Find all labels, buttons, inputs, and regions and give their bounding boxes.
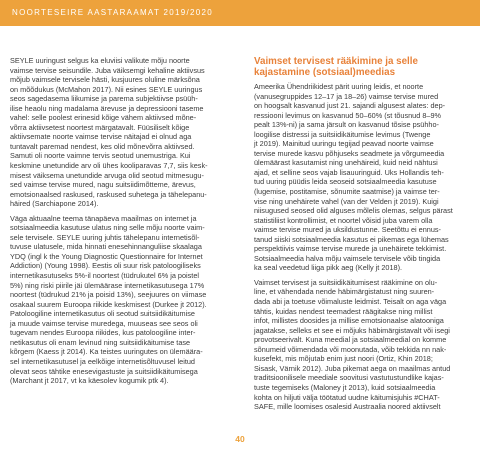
- body-paragraph: Väga aktuaalne teema tänapäeva maailmas on internet ja sotsiaalmeedia kasutuse ulatus ning selle mõju noorte vaim- sele tervisele. SEYLE uuring juhtis tähelepanu internetisõl- tuvuse ulatusele, mida hinnati enesehinnanguliise skaalaga YDQ (ingl k the Young Diagnostic Questionnaire for Internet Addiction) (Young 1998). Eestis oli suur risk patoloogiliseks internetikasutuseks 5%-il noortest (tüdrukutel 6% ja poistel 5%) ning riski piirile jäi ülemäärase internetikasutusega 17% noortest (tüdrukud 21% ja poisid 13%), seejuures on viimase osakaal suurem Euroopa riikide keskmisest (Durkee jt 2012). Patoloogiline internetikasutus oli seotud suitsiidikäitumise ja muude vaimse tervise muredega, muuseas see seos oli tugevam nendes Euroopa riikides, kus patoloogiline inter- netikasutus oli enam levinud ning suitsiidikäitumise tase kõrgem (Kaess jt 2014). Ka teistes uuringutes on ülemäära- sel internetikasutusel ja eelkõige internetisõltuvusel leitud olevat seos tähtike enesevigastuste ja suitsiidikäitumisega (Marchant jt 2017, vt ka käesolev kogumik ptk 4).: [10, 213, 207, 386]
- header-bar: [0, 0, 480, 26]
- left-column: [10, 56, 228, 391]
- body-paragraph: Vaimset tervisest ja suitsiidikäitumisest rääkimine on olu- line, et vähendada nende häbimärgistatust ning suuren- dada abi ja toetuse võimaluste leidmist. Teisalt on aga väga tähtis, kuidas nendest teemadest räägitakse ning millist infot, millistes doosides ja millise emotsionaalse alatooniga jagatakse, selleks et see ei mõjuks häbimärgistavalt või isegi provotseerivalt. Kuna meedial ja sotsiaalmeedial on komme sõnumeid võimendada või moonutada, võib tekkida nn nak- kusefekt, mis mõjutab enim just noori (Ortiz, Khin 2018; Sisask, Värnik 2012). Juba pikemat aega on maailmas antud traditsioonilisele meediale soovitusi vastutustundlike kajas- tuste tegemiseks (Maloney jt 2013), kuid sotsiaalmeedia kohta on hiljuti välja töötatud uudne käitumisjuhis #CHAT- SAFE, mille loomises osalesid Austraalia noored aktiivselt: [254, 277, 451, 412]
- running-header-title: NOORTESEIRE AASTARAAMAT 2019/2020: [12, 8, 214, 17]
- page-number: 40: [235, 434, 245, 444]
- right-column: [254, 56, 474, 417]
- body-paragraph: SEYLE uuringust selgus ka eluviisi valikute mõju noorte vaimse tervise seisundile. Juba väiksemgi kehaline aktiivsus mõjub vaimsele tervisele hästi, kusjuures oluline märksõna on mõõdukus (McMahon 2017). Nii esines SEYLE uuringus seos sagedasema liikumise ja parema subjektiivse psüüh- ilise heaolu ning madalama ärevuse ja depressiooni taseme vahel: selle poolest erinesid kõige vähem aktiivsed mõne- võrra aktiivsetest noortest märgatavalt. Füüsiliselt kõige aktiivsemate noorte vaimse tervise näitajad ei olnud aga tuntavalt paremad nendest, kes olid mõnevõrra aktiivsed. Samuti oli noorte vaimne tervis seotud unemustriga. Kui keskmine unetundide arv oli ühes kooliparavas 7,7, siis kesk- misest väiksema unetundide arvuga olid seotud mitmesugu- sed vaimse tervise mured, nagu suitsiidimõtteme, ärevus, emotsionaalsed raskused, raskused suhetega ja tähelepanu- häired (Sarchiapone 2014).: [10, 56, 208, 209]
- body-paragraph: Ameerika Ühendriikidest pärit uuring leidis, et noorte (vanusegruppides 12–17 ja 18–26) vaimse tervise mured on hoogsalt kasvanud just 21. sajandi algusest alates: dep- ressiooni levimus on kasvanud 50–60% (st tõusnud 8–9% pealt 13%-ni) ja sama järsult on kasvanud tõsise psühho- loogilise distressi ja suitsiidikäitumise levimus (Twenge jt 2019). Mainitud uuringu tegijad peavad noorte vaimse tervise murede kasvu põhjuseks seadmete ja võrgumeedia ülemäärast kasutamist ning unehäireid, kuid neid nähtusi ajad, et selline seos vajab lisauuringuid. Uks Hollandis teh- tud uuring püüdis leida seoseid sotsiaalmeedia kasutuse (lugemise, postitamise, sõnumite saatmise) ja vaimse ter- vise ning unehäirete vahel (van der Velden jt 2019). Kuigi niisugused seosed olid alguses mõlelis olemas, selgus pärast statistiliist kontrollimist, et noortel võisid juba varem olla vaimse tervise mured ja uksildustunne. Seetõttu ei ennus- tanud siiski sotsiaalmeedia kasutus ei pikemas ega lühemas perspektiivis vaimse tervise murede ja unehäirete tekkimist. Sotsiaalmeedia halva mõju vaimsele tervisele võib tingida ka seal veedetud liiga pikk aeg (Kelly jt 2018).: [254, 82, 453, 273]
- section-heading: Vaimset tervisest rääkimine ja selle kajastamine (sotsiaal)meedias: [254, 56, 418, 78]
